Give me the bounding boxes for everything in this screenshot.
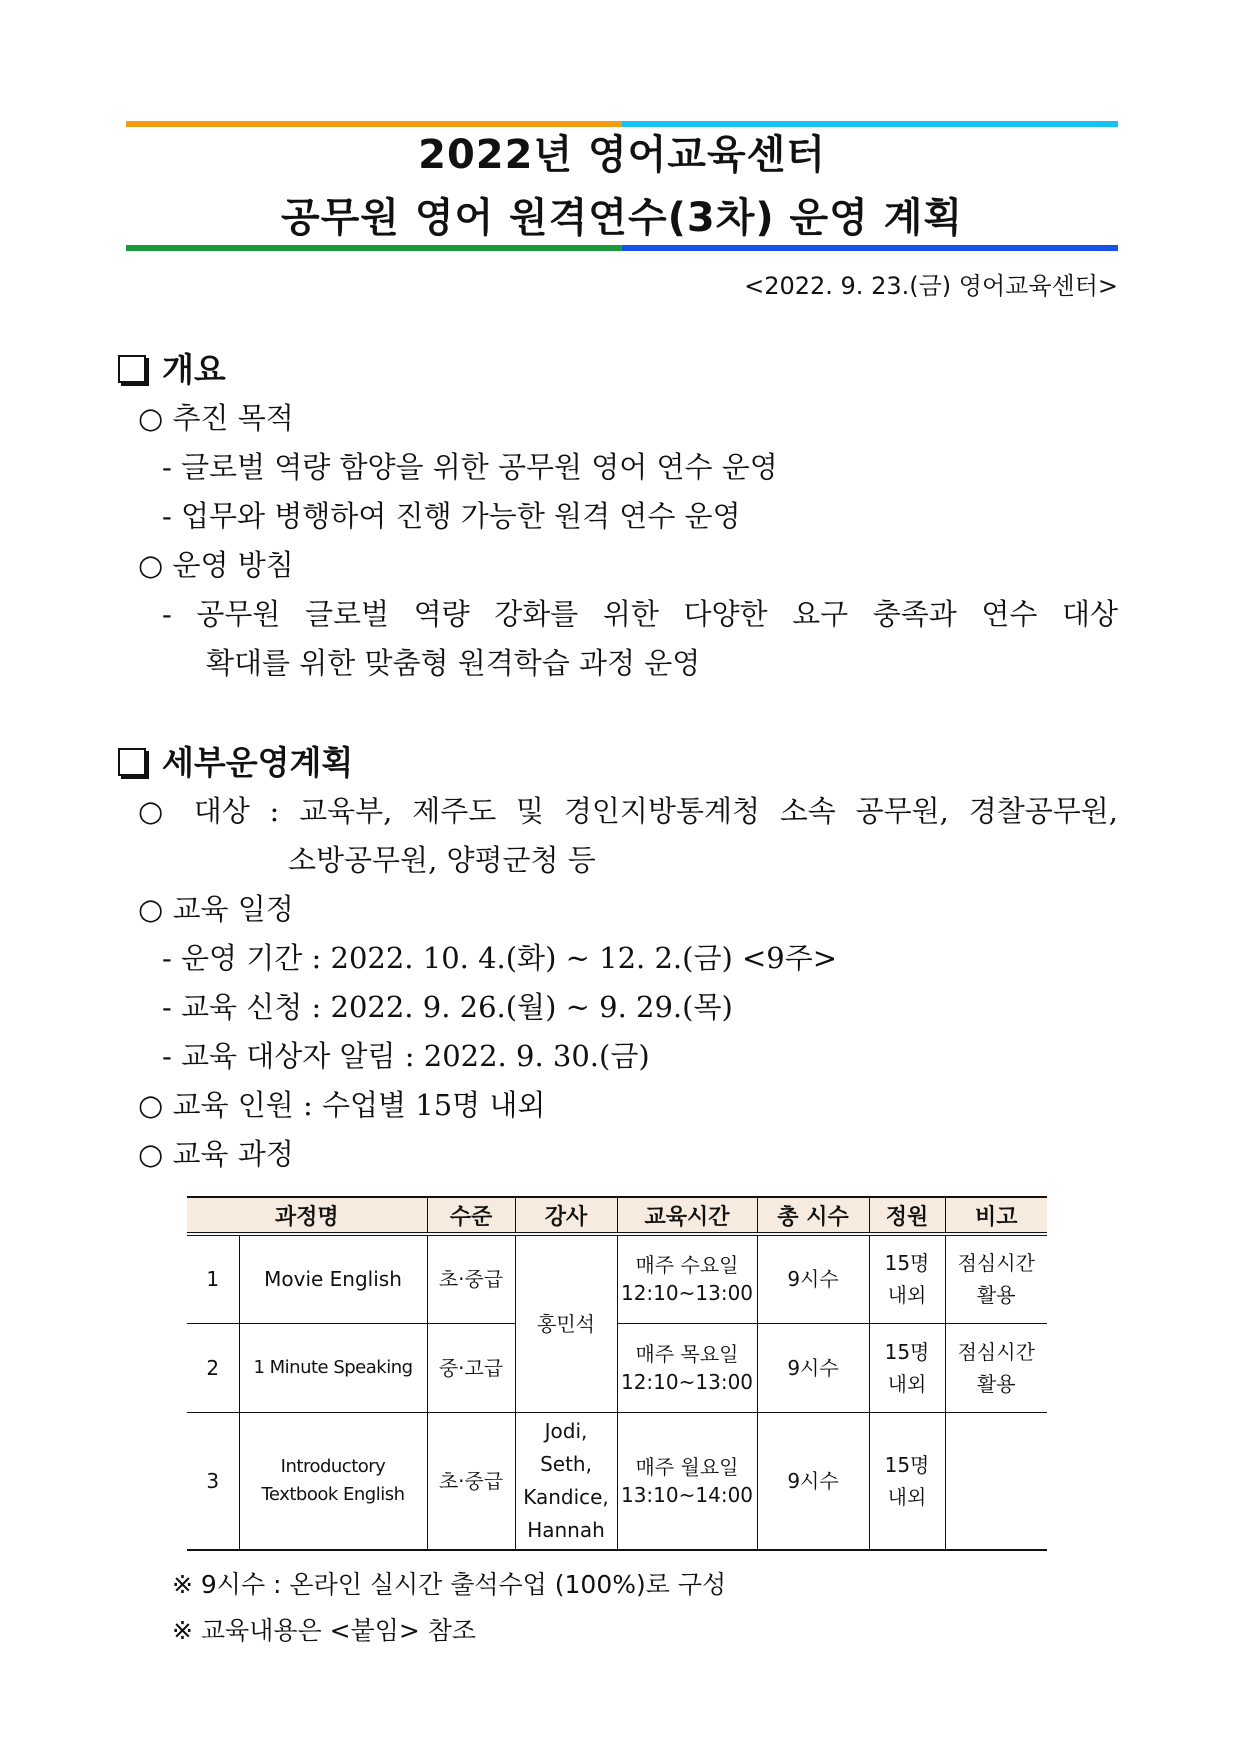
table-row: [187, 1412, 1047, 1550]
doc-date: <2022. 9. 23.(금) 영어교육센터>: [744, 272, 1118, 300]
footnote: ※ 9시수 : 온라인 실시간 출석수업 (100%)로 구성: [172, 1570, 727, 1599]
instructor-name: Hannah: [527, 1517, 605, 1542]
course-hours: 9시수: [757, 1323, 869, 1412]
course-time-range: 13:10~14:00: [620, 1482, 754, 1507]
purpose-item: - 글로벌 역량 함양을 위한 공무원 영어 연수 운영: [162, 450, 778, 484]
purpose-label: ○ 추진 목적: [138, 401, 294, 435]
table-row: [187, 1234, 1047, 1323]
course-time-day: 매주 수요일: [635, 1253, 739, 1278]
capacity-suffix: 내외: [887, 1371, 927, 1396]
course-name-line: Textbook English: [261, 1483, 405, 1505]
course-time: [617, 1412, 757, 1550]
col-header-hours: 총 시수: [757, 1197, 869, 1234]
note-text: 점심시간: [957, 1339, 1035, 1364]
schedule-item: - 운영 기간 : 2022. 10. 4.(화) ~ 12. 2.(금) <9주>: [162, 941, 838, 975]
course-capacity: [869, 1412, 945, 1550]
capacity-count: 15명: [884, 1251, 930, 1276]
instructor: [515, 1412, 617, 1550]
course-level: 초·중급: [427, 1412, 515, 1550]
course-time-range: 12:10~13:00: [620, 1369, 754, 1394]
course-table: [187, 1196, 1047, 1551]
target-line: ○ 대상 : 교육부, 제주도 및 경인지방통계청 소속 공무원, 경찰공무원,: [138, 794, 1118, 828]
title-bar-bottom-left: [126, 245, 622, 251]
schedule-label: ○ 교육 일정: [138, 892, 294, 926]
note-text: 활용: [976, 1371, 1016, 1396]
course-name: 1 Minute Speaking: [239, 1323, 427, 1412]
instructor-name: Jodi,: [544, 1418, 588, 1443]
col-header-note: 비고: [945, 1197, 1047, 1234]
course-time-day: 매주 목요일: [635, 1341, 739, 1366]
row-number: 2: [187, 1323, 239, 1412]
capacity-count: 15명: [884, 1339, 930, 1364]
schedule-item: - 교육 신청 : 2022. 9. 26.(월) ~ 9. 29.(목): [162, 990, 733, 1024]
note-text: 점심시간: [957, 1251, 1035, 1276]
table-row: [187, 1323, 1047, 1412]
course-time: [617, 1323, 757, 1412]
row-number: 3: [187, 1412, 239, 1550]
purpose-item: - 업무와 병행하여 진행 가능한 원격 연수 운영: [162, 499, 741, 533]
schedule-item: - 교육 대상자 알림 : 2022. 9. 30.(금): [162, 1039, 650, 1073]
course-level: 초·중급: [427, 1234, 515, 1323]
col-header-instructor: 강사: [515, 1197, 617, 1234]
course-level: 중·고급: [427, 1323, 515, 1412]
section-details-title: 세부운영계획: [162, 743, 354, 782]
course-label: ○ 교육 과정: [138, 1137, 294, 1171]
course-hours: 9시수: [757, 1412, 869, 1550]
policy-label: ○ 운영 방침: [138, 548, 294, 582]
course-hours: 9시수: [757, 1234, 869, 1323]
doc-title-line1: 2022년 영어교육센터: [418, 132, 826, 178]
col-header-course: 과정명: [187, 1197, 427, 1234]
title-bar-top-left: [126, 121, 622, 127]
course-name: Movie English: [239, 1234, 427, 1323]
course-capacity: [869, 1234, 945, 1323]
col-header-time: 교육시간: [617, 1197, 757, 1234]
course-capacity: [869, 1323, 945, 1412]
capacity-line: ○ 교육 인원 : 수업별 15명 내외: [138, 1088, 546, 1122]
capacity-suffix: 내외: [887, 1484, 927, 1509]
course-time: [617, 1234, 757, 1323]
instructor: 홍민석: [515, 1234, 617, 1412]
course-note: [945, 1323, 1047, 1412]
col-header-level: 수준: [427, 1197, 515, 1234]
target-line-continued: 소방공무원, 양평군청 등: [288, 843, 596, 877]
capacity-suffix: 내외: [887, 1283, 927, 1308]
checkbox-square-icon: [118, 748, 146, 776]
footnote: ※ 교육내용은 <붙임> 참조: [172, 1616, 477, 1645]
note-text: 활용: [976, 1283, 1016, 1308]
title-bar-bottom-right: [622, 245, 1118, 251]
policy-item: - 공무원 글로벌 역량 강화를 위한 다양한 요구 충족과 연수 대상: [162, 597, 1118, 631]
course-note: [945, 1412, 1047, 1550]
course-time-day: 매주 월요일: [635, 1454, 739, 1479]
title-bar-top-right: [622, 121, 1118, 127]
instructor-name: Kandice,: [523, 1484, 609, 1509]
section-overview-title: 개요: [162, 350, 226, 389]
table-header-row: [187, 1197, 1047, 1234]
course-name: [239, 1412, 427, 1550]
capacity-count: 15명: [884, 1452, 930, 1477]
course-note: [945, 1234, 1047, 1323]
course-time-range: 12:10~13:00: [620, 1281, 754, 1306]
instructor-name: Seth,: [540, 1451, 592, 1476]
course-name-line: Introductory: [280, 1455, 386, 1477]
col-header-capacity: 정원: [869, 1197, 945, 1234]
doc-title-line2: 공무원 영어 원격연수(3차) 운영 계획: [280, 195, 964, 241]
section-overview-heading: [118, 350, 226, 390]
row-number: 1: [187, 1234, 239, 1323]
policy-item-continued: 확대를 위한 맞춤형 원격학습 과정 운영: [206, 646, 701, 680]
checkbox-square-icon: [118, 355, 146, 383]
section-details-heading: [118, 743, 353, 783]
